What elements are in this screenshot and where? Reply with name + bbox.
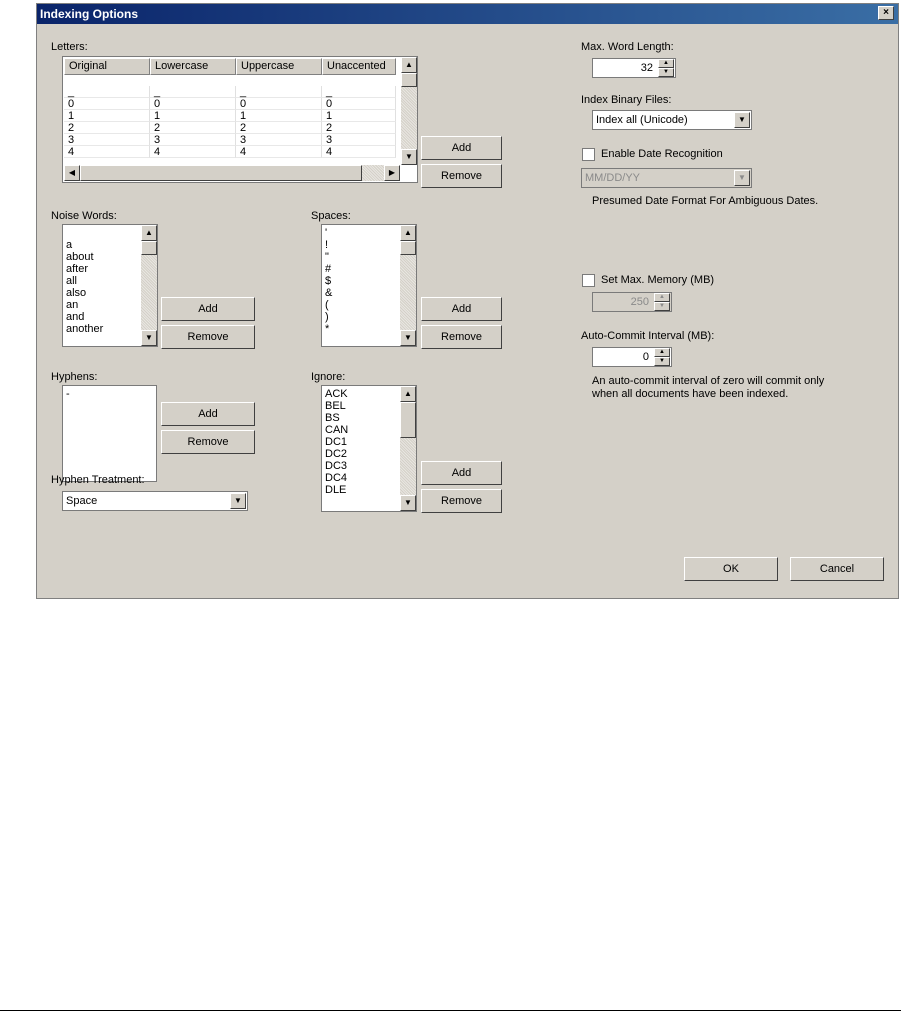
scroll-down-icon[interactable]: ▼ — [400, 330, 416, 346]
list-item[interactable]: ) — [325, 311, 329, 323]
scroll-up-icon[interactable]: ▲ — [400, 386, 416, 402]
auto-commit-spinner[interactable] — [592, 347, 672, 367]
letters-label: Letters: — [51, 41, 88, 53]
list-item[interactable]: a — [66, 239, 73, 251]
list-item[interactable]: BEL — [325, 400, 346, 412]
letters-cell[interactable]: 2 — [236, 122, 322, 134]
letters-cell[interactable]: 0 — [236, 98, 322, 110]
list-item[interactable]: ( — [325, 299, 329, 311]
auto-commit-value: 0 — [642, 351, 649, 363]
spaces-list[interactable] — [321, 224, 417, 347]
scroll-thumb[interactable] — [141, 241, 157, 255]
hyphens-label: Hyphens: — [51, 371, 98, 383]
letters-column-header[interactable]: Original — [64, 58, 150, 75]
letters-cell[interactable]: 0 — [64, 98, 150, 110]
hyphen-treatment-select[interactable] — [62, 491, 248, 511]
spin-down-icon[interactable]: ▼ — [658, 68, 674, 77]
scroll-thumb[interactable] — [400, 241, 416, 255]
scroll-thumb[interactable] — [400, 402, 416, 438]
scroll-down-icon[interactable]: ▼ — [400, 495, 416, 511]
letters-cell[interactable]: 3 — [322, 134, 396, 146]
letters-grid[interactable] — [62, 56, 418, 183]
letters-hscroll[interactable] — [64, 165, 400, 181]
letters-cell[interactable]: 1 — [236, 110, 322, 122]
letters-cell[interactable]: 3 — [236, 134, 322, 146]
scroll-down-icon[interactable]: ▼ — [141, 330, 157, 346]
list-item[interactable]: DC1 — [325, 436, 348, 448]
hscroll-thumb[interactable] — [80, 165, 362, 181]
list-item[interactable]: ACK — [325, 388, 348, 400]
spaces-vscroll[interactable] — [400, 225, 416, 346]
letters-cell[interactable]: 4 — [236, 146, 322, 158]
letters-add-button[interactable]: Add — [421, 136, 502, 160]
close-icon[interactable]: × — [878, 6, 894, 20]
noise-add-button[interactable]: Add — [161, 297, 255, 321]
noise-words-list[interactable] — [62, 224, 158, 347]
hyphen-treatment-value: Space — [66, 495, 98, 507]
cancel-button[interactable]: Cancel — [790, 557, 884, 581]
list-item[interactable]: DC3 — [325, 460, 348, 472]
max-word-length-spinner[interactable] — [592, 58, 676, 78]
date-format-value: MM/DD/YY — [585, 172, 640, 184]
noise-words-label: Noise Words: — [51, 210, 117, 222]
hyphens-remove-button[interactable]: Remove — [161, 430, 255, 454]
letters-cell[interactable]: _ — [236, 86, 322, 98]
index-binary-label: Index Binary Files: — [581, 94, 672, 106]
spin-up-icon[interactable]: ▲ — [654, 348, 670, 357]
ignore-list[interactable] — [321, 385, 417, 512]
letters-cell[interactable]: 1 — [64, 110, 150, 122]
list-item[interactable]: BS — [325, 412, 340, 424]
letters-cell[interactable]: 3 — [64, 134, 150, 146]
list-item[interactable]: & — [325, 287, 333, 299]
hyphens-list[interactable] — [62, 385, 157, 482]
max-memory-checkbox[interactable] — [582, 274, 595, 287]
list-item[interactable]: an — [66, 299, 79, 311]
scroll-up-icon[interactable]: ▲ — [401, 57, 417, 73]
index-binary-select[interactable] — [592, 110, 752, 130]
ignore-label: Ignore: — [311, 371, 346, 383]
letters-cell[interactable]: 0 — [322, 98, 396, 110]
spin-up-icon[interactable]: ▲ — [654, 293, 670, 302]
list-item[interactable]: and — [66, 311, 85, 323]
letters-cell[interactable]: 3 — [150, 134, 236, 146]
indexing-options-dialog — [36, 3, 899, 599]
chevron-down-icon[interactable]: ▼ — [230, 493, 246, 509]
list-item[interactable]: DC2 — [325, 448, 348, 460]
spin-down-icon[interactable]: ▼ — [654, 302, 670, 311]
auto-commit-hint-1: An auto-commit interval of zero will commit only — [592, 375, 825, 387]
list-item[interactable]: CAN — [325, 424, 349, 436]
list-item[interactable]: after — [66, 263, 89, 275]
letters-cell[interactable]: 2 — [322, 122, 396, 134]
letters-column-header[interactable]: Unaccented — [322, 58, 396, 75]
letters-cell[interactable]: 0 — [150, 98, 236, 110]
date-format-select[interactable] — [581, 168, 752, 188]
list-item[interactable]: ! — [325, 239, 329, 251]
scroll-down-icon[interactable]: ▼ — [401, 149, 417, 165]
list-item[interactable]: another — [66, 323, 104, 335]
list-item[interactable]: $ — [325, 275, 332, 287]
letters-cell[interactable]: 2 — [64, 122, 150, 134]
letters-cell[interactable]: 4 — [64, 146, 150, 158]
list-item[interactable]: - — [66, 388, 70, 400]
list-item[interactable]: DC4 — [325, 472, 348, 484]
page-bottom-rule — [0, 1010, 901, 1011]
letters-column-header[interactable]: Uppercase — [236, 58, 322, 75]
list-item[interactable]: ' — [325, 227, 328, 239]
letters-vscroll[interactable] — [401, 57, 417, 165]
letters-cell[interactable]: 1 — [322, 110, 396, 122]
letters-cell[interactable]: 2 — [150, 122, 236, 134]
scroll-thumb[interactable] — [401, 73, 417, 87]
spaces-remove-button[interactable]: Remove — [421, 325, 502, 349]
spin-down-icon[interactable]: ▼ — [654, 357, 670, 366]
spin-up-icon[interactable]: ▲ — [658, 59, 674, 68]
auto-commit-label: Auto-Commit Interval (MB): — [581, 330, 715, 342]
scroll-up-icon[interactable]: ▲ — [400, 225, 416, 241]
noise-vscroll[interactable] — [141, 225, 157, 346]
ignore-add-button[interactable]: Add — [421, 461, 502, 485]
list-item[interactable]: DLE — [325, 484, 347, 496]
list-item[interactable]: also — [66, 287, 87, 299]
chevron-down-icon[interactable]: ▼ — [734, 170, 750, 186]
letters-cell[interactable]: _ — [64, 86, 150, 98]
scroll-up-icon[interactable]: ▲ — [141, 225, 157, 241]
letters-column-header[interactable]: Lowercase — [150, 58, 236, 75]
scroll-right-icon[interactable]: ▶ — [384, 165, 400, 181]
letters-cell[interactable]: 4 — [322, 146, 396, 158]
max-word-length-value: 32 — [640, 62, 653, 74]
letters-cell[interactable]: 4 — [150, 146, 236, 158]
title-bar — [37, 4, 898, 24]
window-title: Indexing Options — [40, 7, 138, 21]
index-binary-value: Index all (Unicode) — [596, 114, 688, 126]
max-word-length-label: Max. Word Length: — [581, 41, 674, 53]
letters-cell[interactable]: 1 — [150, 110, 236, 122]
list-item[interactable]: # — [325, 263, 332, 275]
letters-cell[interactable]: _ — [150, 86, 236, 98]
max-memory-spinner[interactable] — [592, 292, 672, 312]
max-memory-value: 250 — [630, 296, 649, 308]
date-recognition-checkbox[interactable] — [582, 148, 595, 161]
letters-remove-button[interactable]: Remove — [421, 164, 502, 188]
max-memory-label: Set Max. Memory (MB) — [601, 274, 715, 286]
date-format-hint: Presumed Date Format For Ambiguous Dates. — [592, 195, 819, 207]
ignore-remove-button[interactable]: Remove — [421, 489, 502, 513]
list-item[interactable]: * — [325, 323, 330, 335]
spaces-add-button[interactable]: Add — [421, 297, 502, 321]
list-item[interactable]: about — [66, 251, 94, 263]
scroll-left-icon[interactable]: ◀ — [64, 165, 80, 181]
noise-remove-button[interactable]: Remove — [161, 325, 255, 349]
chevron-down-icon[interactable]: ▼ — [734, 112, 750, 128]
hyphens-add-button[interactable]: Add — [161, 402, 255, 426]
list-item[interactable]: all — [66, 275, 78, 287]
spaces-label: Spaces: — [311, 210, 351, 222]
list-item[interactable]: " — [325, 251, 329, 263]
hyphen-treatment-label: Hyphen Treatment: — [51, 474, 145, 486]
letters-cell[interactable]: _ — [322, 86, 396, 98]
ignore-vscroll[interactable] — [400, 386, 416, 511]
date-recognition-label: Enable Date Recognition — [601, 148, 723, 160]
ok-button[interactable]: OK — [684, 557, 778, 581]
auto-commit-hint-2: when all documents have been indexed. — [592, 388, 789, 400]
